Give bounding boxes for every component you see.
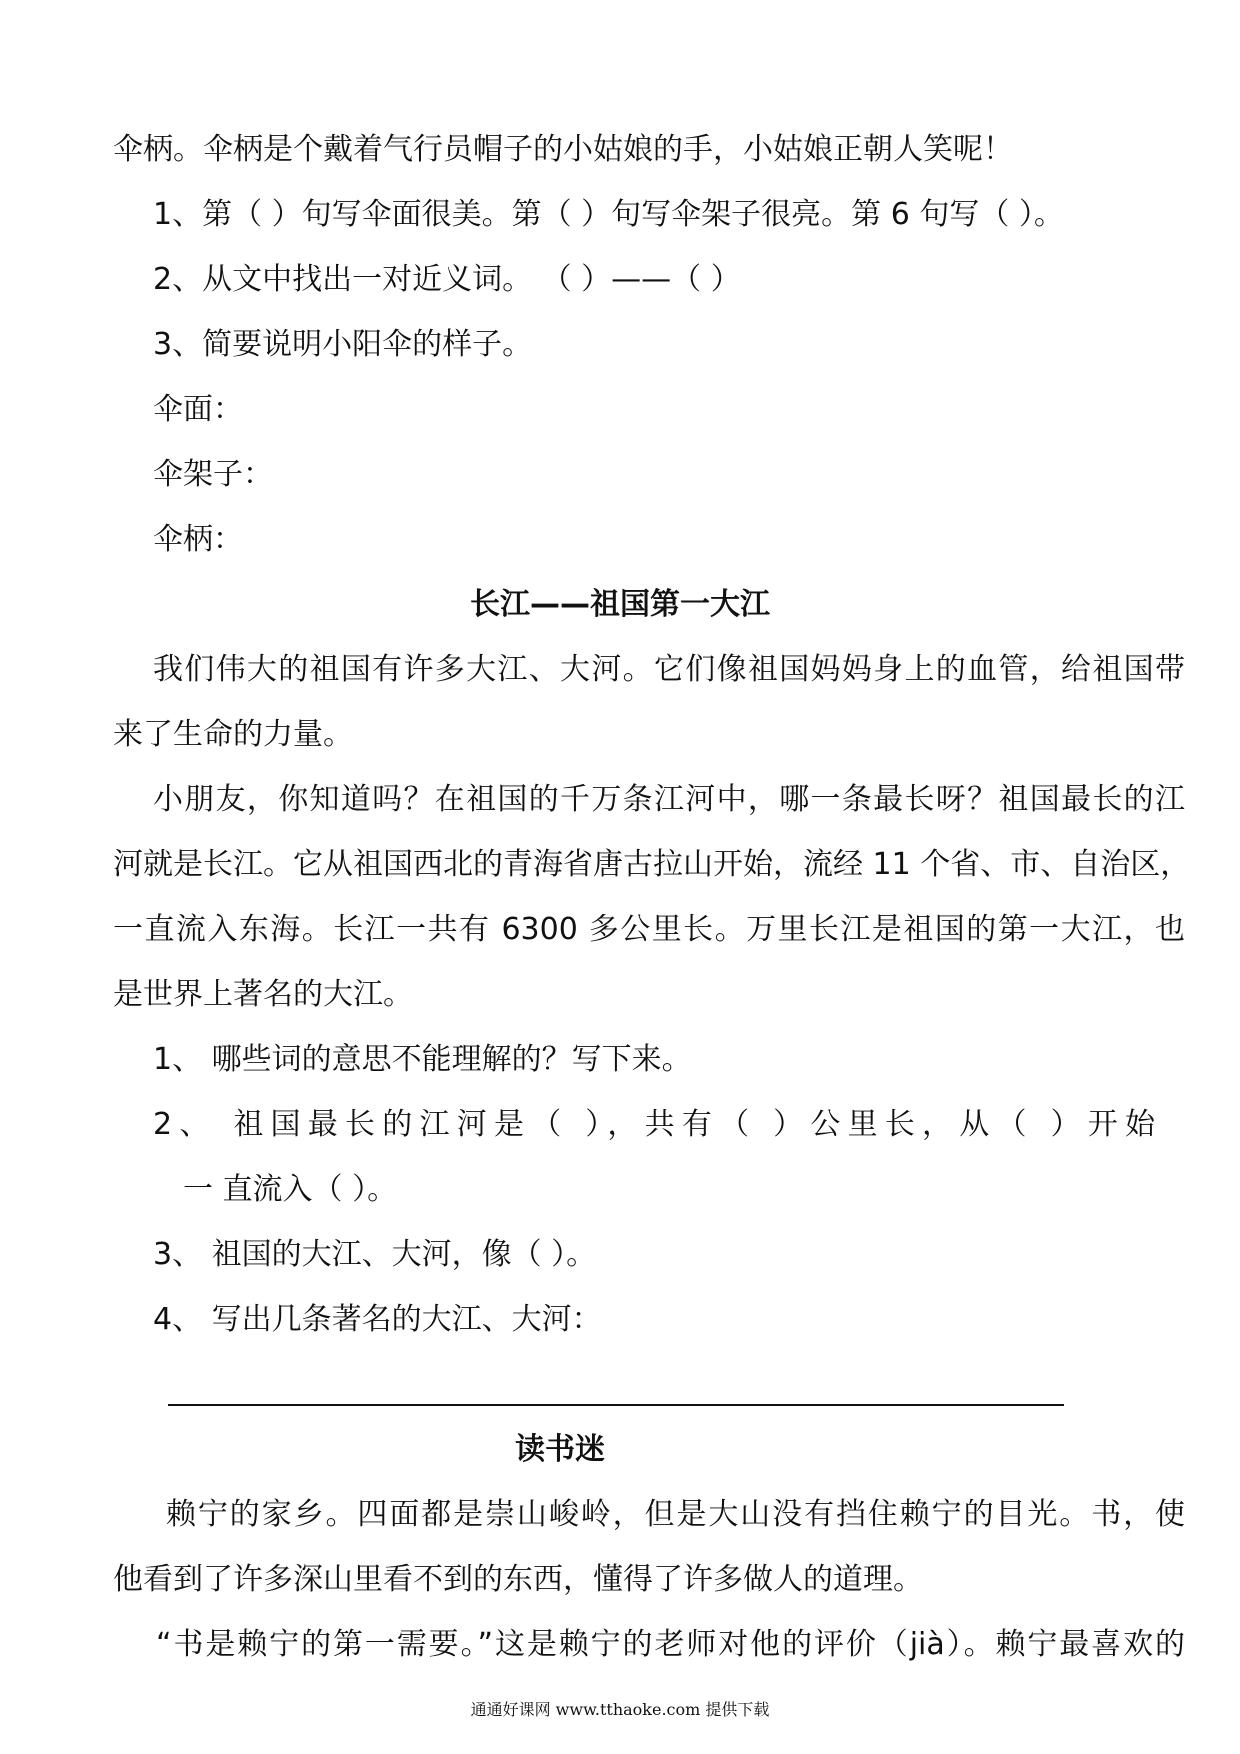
- text-line: 一直流入东海。长江一共有 6300 多公里长。万里长江是祖国的第一大江，也: [113, 912, 1185, 947]
- section-title: 长江——祖国第一大江: [470, 587, 770, 622]
- section-title: 读书迷: [515, 1432, 605, 1467]
- text-line: 1、 哪些词的意思不能理解的？写下来。: [153, 1042, 692, 1077]
- text-line: “书是赖宁的第一需要。”这是赖宁的老师对他的评价（jià）。赖宁最喜欢的: [156, 1627, 1185, 1662]
- text-line: 一 直流入（ ）。: [183, 1172, 398, 1207]
- text-line: 伞柄。伞柄是个戴着气行员帽子的小姑娘的手，小姑娘正朝人笑呢！: [113, 132, 1013, 167]
- text-line: 2、从文中找出一对近义词。 （ ）——（ ）: [153, 262, 741, 297]
- text-line: 伞柄：: [153, 522, 243, 557]
- text-line: 2、 祖国最长的江河是（ ），共有（ ）公里长，从（ ）开始: [153, 1107, 1155, 1142]
- text-line: 伞架子：: [153, 457, 273, 492]
- text-line: 我们伟大的祖国有许多大江、大河。它们像祖国妈妈身上的血管，给祖国带: [153, 652, 1185, 687]
- text-line: 来了生命的力量。: [113, 717, 353, 752]
- text-line: 3、简要说明小阳伞的样子。: [153, 327, 533, 362]
- text-line: 赖宁的家乡。四面都是崇山峻岭，但是大山没有挡住赖宁的目光。书，使: [166, 1497, 1185, 1532]
- text-line: 1、第（ ）句写伞面很美。第（ ）句写伞架子很亮。第 6 句写（ ）。: [153, 197, 1064, 232]
- text-line: 4、 写出几条著名的大江、大河：: [153, 1302, 602, 1337]
- text-line: 他看到了许多深山里看不到的东西，懂得了许多做人的道理。: [113, 1562, 923, 1597]
- text-line: 河就是长江。它从祖国西北的青海省唐古拉山开始，流经 11 个省、市、自治区，: [113, 847, 1191, 882]
- text-line: 3、 祖国的大江、大河，像（ ）。: [153, 1237, 597, 1272]
- text-line: 小朋友，你知道吗？在祖国的千万条江河中，哪一条最长呀？祖国最长的江: [153, 782, 1185, 817]
- page-footer: 通通好课网 www.tthaoke.com 提供下载: [470, 1700, 770, 1719]
- text-line: 是世界上著名的大江。: [113, 977, 413, 1012]
- text-line: 伞面：: [153, 392, 243, 427]
- answer-line: [168, 1404, 1064, 1406]
